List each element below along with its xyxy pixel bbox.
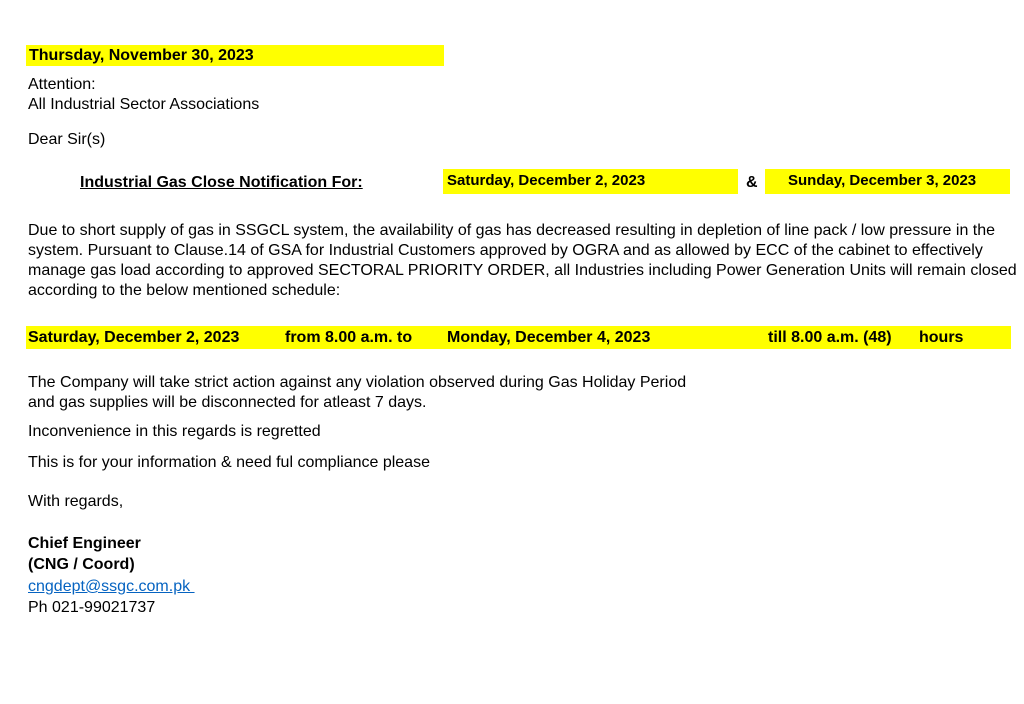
schedule-end-date: Monday, December 4, 2023 [447,329,651,346]
info-line: This is for your information & need ful compliance please [28,454,430,471]
warning-line-2: and gas supplies will be disconnected for atleast 7 days. [28,394,427,411]
schedule-till-text: till 8.00 a.m. (48) [768,329,892,346]
warning-line-1: The Company will take strict action against any violation observed during Gas Holiday Period [28,374,687,391]
closure-date-2-highlight [765,169,1010,194]
recipient-line: All Industrial Sector Associations [28,96,260,113]
phone-number: Ph 021-99021737 [28,599,156,616]
regret-line: Inconvenience in this regards is regretted [28,423,321,440]
closure-date-2: Sunday, December 3, 2023 [788,172,977,189]
notice-title-label: Industrial Gas Close Notification For: [80,174,363,191]
letter-date-highlight [26,45,444,66]
schedule-from-text: from 8.00 a.m. to [285,329,413,346]
schedule-start-date: Saturday, December 2, 2023 [28,329,240,346]
closure-date-1-highlight [443,169,738,194]
letter-date: Thursday, November 30, 2023 [29,47,254,64]
closing-line: With regards, [28,493,124,510]
schedule-bar [26,326,1011,349]
attention-label: Attention: [28,76,96,93]
closure-date-1: Saturday, December 2, 2023 [447,172,646,189]
body-paragraph: Due to short supply of gas in SSGCL system, the availability of gas has decreased resulting in depletion of line pack / low pressure in the system. Pursuant to Clause.14 of GSA for Industrial Customers approved by OGRA and as allowed by ECC of the cabinet to effectively manage gas load according to approved SECTORAL PRIORITY ORDER, all Industries including Power Generation Units will remain closed according to the below mentioned schedule: [28,222,1017,299]
email-link[interactable]: cngdept@ssgc.com.pk [28,578,195,595]
ampersand: & [746,174,758,191]
schedule-hours-text: hours [919,329,964,346]
signatory-title: Chief Engineer [28,535,141,552]
salutation: Dear Sir(s) [28,131,106,148]
signatory-department: (CNG / Coord) [28,556,135,573]
